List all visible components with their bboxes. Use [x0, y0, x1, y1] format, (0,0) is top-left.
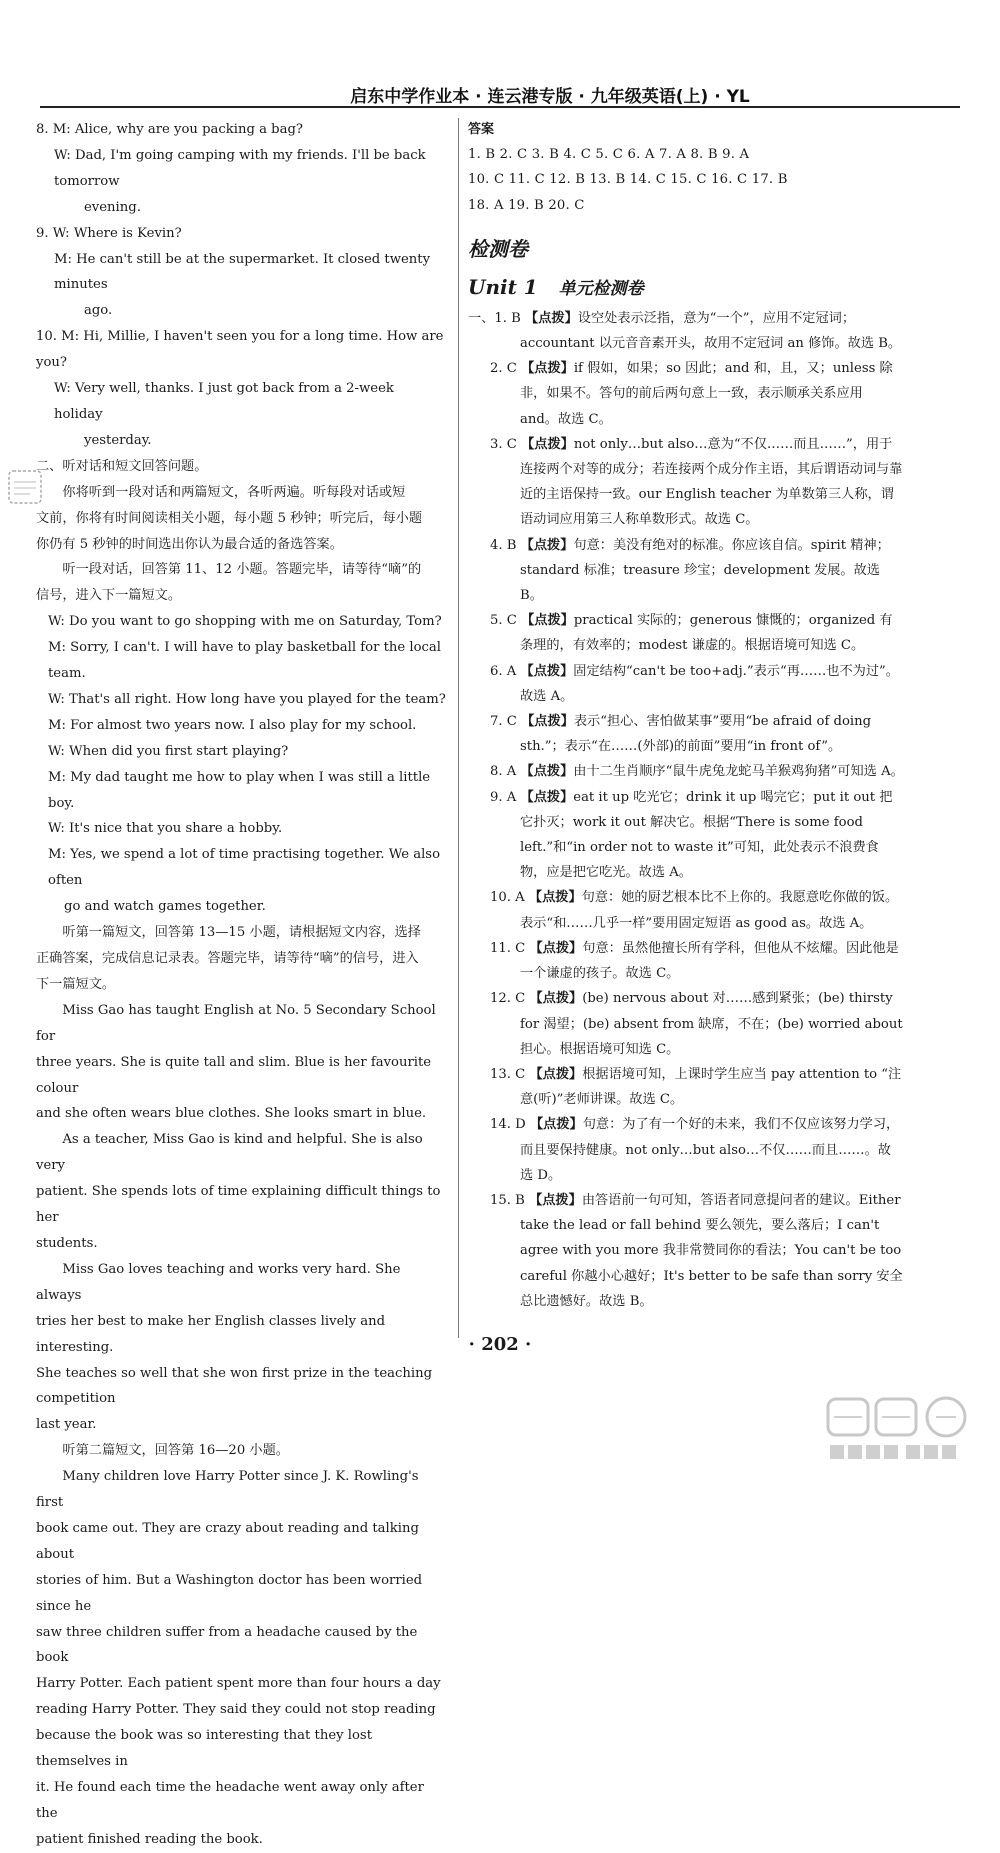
text-line: and she often wears blue clothes. She looks smart in blue.	[36, 1106, 427, 1122]
answer-item	[468, 986, 904, 1062]
answer-explanation: 表示“担心、害怕做某事”要用“be afraid of doing sth.”；表示“在……(外部)的前面”要用“in front of”。	[520, 714, 872, 755]
answer-item	[468, 608, 904, 658]
answer-explanation: eat it up 吃光它；drink it up 喝完它；put it out 把它扑灭；work it out 解决它。根据“There is some food left.”和“in order not to waste it”可知，此处表示不浪费食物，应是把它吃光。故选 A。	[520, 789, 893, 881]
hint-tag: 【点拨】	[521, 613, 574, 629]
text-line: patient finished reading the book.	[36, 1831, 263, 1847]
answer-explanation: 根据语境可知，上课时学生应当 pay attention to “注意(听)”老师讲课。故选 C。	[520, 1066, 902, 1108]
answer-item	[468, 306, 904, 356]
column-divider	[458, 118, 459, 1338]
answer-number: 10. A	[490, 890, 525, 906]
text-line: W: That's all right. How long have you played for the team?	[48, 691, 446, 707]
text-line: W: When did you first start playing?	[48, 743, 289, 759]
text-line: M: For almost two years now. I also play for my school.	[48, 717, 417, 733]
hint-tag: 【点拨】	[529, 1117, 583, 1133]
answer-explanation: 句意：为了有一个好的未来，我们不仅应该努力学习，而且要保持健康。not only…but also…不仅……而且……。故选 D。	[520, 1117, 900, 1183]
text-line: saw three children suffer from a headache caused by the book	[36, 1624, 418, 1666]
text-line: ago.	[84, 303, 113, 319]
answer-number: 9. A	[490, 789, 517, 805]
hint-tag: 【点拨】	[520, 789, 574, 805]
page-header-title: 启东中学作业本 · 连云港专版 · 九年级英语(上) · YL	[350, 87, 750, 107]
answer-item	[468, 432, 904, 533]
hint-tag: 【点拨】	[525, 310, 578, 326]
hint-tag: 【点拨】	[521, 436, 574, 452]
answer-item	[468, 1188, 904, 1314]
text-line: evening.	[84, 199, 141, 215]
text-line: Miss Gao has taught English at No. 5 Secondary School for	[36, 1002, 436, 1044]
answer-number: 一、1. B	[468, 310, 521, 326]
stamp-icon	[6, 468, 44, 506]
hint-tag: 【点拨】	[520, 764, 574, 780]
text-line: reading Harry Potter. They said they could not stop reading	[36, 1702, 436, 1718]
answer-explanation: 句意：她的厨艺根本比不上你的。我愿意吃你做的饭。表示“和……几乎一样”要用固定短语 as good as。故选 A。	[520, 890, 899, 931]
answer-number: 6. A	[490, 663, 517, 679]
text-line: stories of him. But a Washington doctor has been worried since he	[36, 1572, 423, 1614]
text-line: 正确答案，完成信息记录表。答题完毕，请等待“嘀”的信号，进入	[36, 951, 419, 966]
header-rule	[40, 106, 960, 108]
answer-explanation: if 假如，如果；so 因此；and 和，且，又；unless 除非，如果不。答句的前后两句意上一致，表示顺承关系应用 and。故选 C。	[520, 361, 893, 427]
answer-item	[468, 356, 904, 432]
text-line: 你将听到一段对话和两篇短文，各听两遍。听每段对话或短	[62, 484, 406, 500]
answer-number: 3. C	[490, 436, 517, 452]
text-line: Many children love Harry Potter since J. K. Rowling's first	[36, 1469, 419, 1511]
answer-explanation: 句意：美没有绝对的标准。你应该自信。spirit 精神；standard 标准；treasure 珍宝；development 发展。故选 B。	[520, 537, 890, 604]
hint-tag: 【点拨】	[529, 940, 583, 956]
text-line: 信号，进入下一篇短文。	[36, 588, 182, 604]
unit-subtitle: 单元检测卷	[558, 278, 644, 299]
text-line: 10. M: Hi, Millie, I haven't seen you for a long time. How are you?	[36, 329, 444, 371]
text-line: 8. M: Alice, why are you packing a bag?	[36, 122, 304, 137]
answers-title: 答案	[468, 122, 495, 137]
text-line: 二、听对话和短文回答问题。	[36, 458, 208, 474]
answer-number: 11. C	[490, 940, 526, 956]
text-line: 下一篇短文。	[36, 976, 116, 992]
unit-title	[468, 270, 904, 306]
answer-number: 13. C	[490, 1066, 526, 1082]
answer-explanation: 固定结构“can't be too+adj.”表示“再……也不为过”。故选 A。	[520, 663, 899, 704]
answer-explanation: not only…but also…意为“不仅……而且……”，用于连接两个对等的成分；若连接两个成分作主语，其后谓语动词与靠近的主语保持一致。our English teacher 为单数第三人称，谓语动词应用第三人称单数形式。故选 C。	[520, 436, 903, 528]
page-number: · 202 ·	[468, 1334, 532, 1355]
text-line: Harry Potter. Each patient spent more than four hours a day	[36, 1676, 441, 1692]
answer-item	[468, 659, 904, 709]
answer-explanation: (be) nervous about 对……感到紧张；(be) thirsty for 渴望；(be) absent from 缺席，不在；(be) worried about 担心。根据语境可知选 C。	[520, 991, 903, 1057]
answer-explanations	[468, 306, 904, 1314]
text-line: Miss Gao loves teaching and works very hard. She always	[36, 1261, 401, 1303]
text-line: 9. W: Where is Kevin?	[36, 225, 182, 241]
text-line: M: Yes, we spend a lot of time practising together. We also often	[48, 847, 441, 889]
text-line: tries her best to make her English classes lively and interesting.	[36, 1313, 386, 1355]
text-line: book came out. They are crazy about reading and talking about	[36, 1520, 419, 1562]
hint-tag: 【点拨】	[520, 663, 574, 679]
unit-number: Unit 1	[468, 274, 538, 299]
text-line: three years. She is quite tall and slim. Blue is her favourite colour	[36, 1054, 432, 1096]
text-line: 听一段对话，回答第 11、12 小题。答题完毕，请等待“嘀”的	[62, 562, 422, 578]
text-line: students.	[36, 1235, 98, 1251]
text-line: 听第一篇短文，回答第 13—15 小题，请根据短文内容，选择	[62, 925, 421, 941]
answer-explanation: 句意：虽然他擅长所有学科，但他从不炫耀。因此他是一个谦虚的孩子。故选 C。	[520, 940, 899, 982]
text-line: 文前，你将有时间阅读相关小题，每小题 5 秒钟；听完后，每小题	[36, 510, 423, 526]
hint-tag: 【点拨】	[529, 1192, 582, 1208]
answer-item	[468, 885, 904, 935]
text-line: As a teacher, Miss Gao is kind and helpful. She is also very	[36, 1132, 423, 1174]
answer-number: 4. B	[490, 537, 517, 553]
listening-script	[36, 117, 446, 1853]
answer-number: 12. C	[490, 991, 526, 1007]
answer-item	[468, 533, 904, 609]
right-column	[468, 117, 904, 1314]
answer-number: 2. C	[490, 361, 517, 377]
answer-item	[468, 785, 904, 886]
hint-tag: 【点拨】	[521, 714, 574, 730]
hint-tag: 【点拨】	[529, 1066, 583, 1082]
answer-item	[468, 1112, 904, 1188]
text-line: last year.	[36, 1417, 97, 1433]
answer-explanation: 设空处表示泛指，意为“一个”，应用不定冠词；accountant 以元音音素开头，故用不定冠词 an 修饰。故选 B。	[520, 310, 902, 352]
hint-tag: 【点拨】	[521, 361, 574, 377]
answer-number: 8. A	[490, 764, 517, 780]
answer-explanation: 由答语前一句可知，答语者同意提问者的建议。Either take the lead or fall behind 要么领先，要么落后；I can't agree with you more 我非常赞同你的看法；You can't be too careful 你越小心越好；It's better to be safe than sorry 安全总比遗憾好。故选 B。	[520, 1192, 903, 1309]
answer-number: 5. C	[490, 613, 517, 629]
answer-explanation: 由十二生肖顺序“鼠牛虎兔龙蛇马羊猴鸡狗猪”可知选 A。	[573, 764, 904, 780]
hint-tag: 【点拨】	[520, 537, 574, 553]
hint-tag: 【点拨】	[528, 890, 582, 906]
answer-item	[468, 936, 904, 986]
answer-number: 15. B	[490, 1192, 525, 1208]
watermark-logo-icon	[822, 1395, 972, 1465]
answer-number: 7. C	[490, 714, 517, 730]
answer-item	[468, 759, 904, 784]
answer-number: 14. D	[490, 1117, 526, 1133]
text-line: M: Sorry, I can't. I will have to play basketball for the local team.	[48, 640, 442, 682]
answers-row: 18. A 19. B 20. C	[468, 197, 585, 213]
text-line: W: Very well, thanks. I just got back from a 2-week holiday	[54, 381, 394, 422]
answer-item	[468, 709, 904, 759]
text-line: She teaches so well that she won first prize in the teaching competition	[36, 1365, 433, 1407]
hint-tag: 【点拨】	[529, 991, 583, 1007]
text-line: W: Do you want to go shopping with me on Saturday, Tom?	[48, 614, 442, 630]
answers-row: 1. B 2. C 3. B 4. C 5. C 6. A 7. A 8. B 9. A	[468, 147, 750, 163]
left-column	[36, 117, 446, 1853]
answer-explanation: practical 实际的；generous 慷慨的；organized 有条理的，有效率的；modest 谦虚的。根据语境可知选 C。	[520, 613, 893, 654]
text-line: go and watch games together.	[64, 899, 266, 915]
section-title: 检测卷	[468, 236, 528, 261]
text-line: M: He can't still be at the supermarket. It closed twenty minutes	[54, 251, 431, 293]
text-line: patient. She spends lots of time explaining difficult things to her	[36, 1184, 441, 1226]
answer-item	[468, 1062, 904, 1112]
text-line: it. He found each time the headache went away only after the	[36, 1780, 424, 1821]
text-line: 你仍有 5 秒钟的时间选出你认为最合适的备选答案。	[36, 536, 343, 552]
text-line: W: It's nice that you share a hobby.	[48, 821, 283, 837]
text-line: W: Dad, I'm going camping with my friends. I'll be back tomorrow	[54, 147, 426, 189]
text-line: yesterday.	[84, 432, 152, 448]
text-line: because the book was so interesting that they lost themselves in	[36, 1728, 372, 1770]
answers-row: 10. C 11. C 12. B 13. B 14. C 15. C 16. C 17. B	[468, 172, 788, 188]
text-line: 听第二篇短文，回答第 16—20 小题。	[62, 1443, 289, 1459]
text-line: M: My dad taught me how to play when I was still a little boy.	[48, 769, 431, 811]
